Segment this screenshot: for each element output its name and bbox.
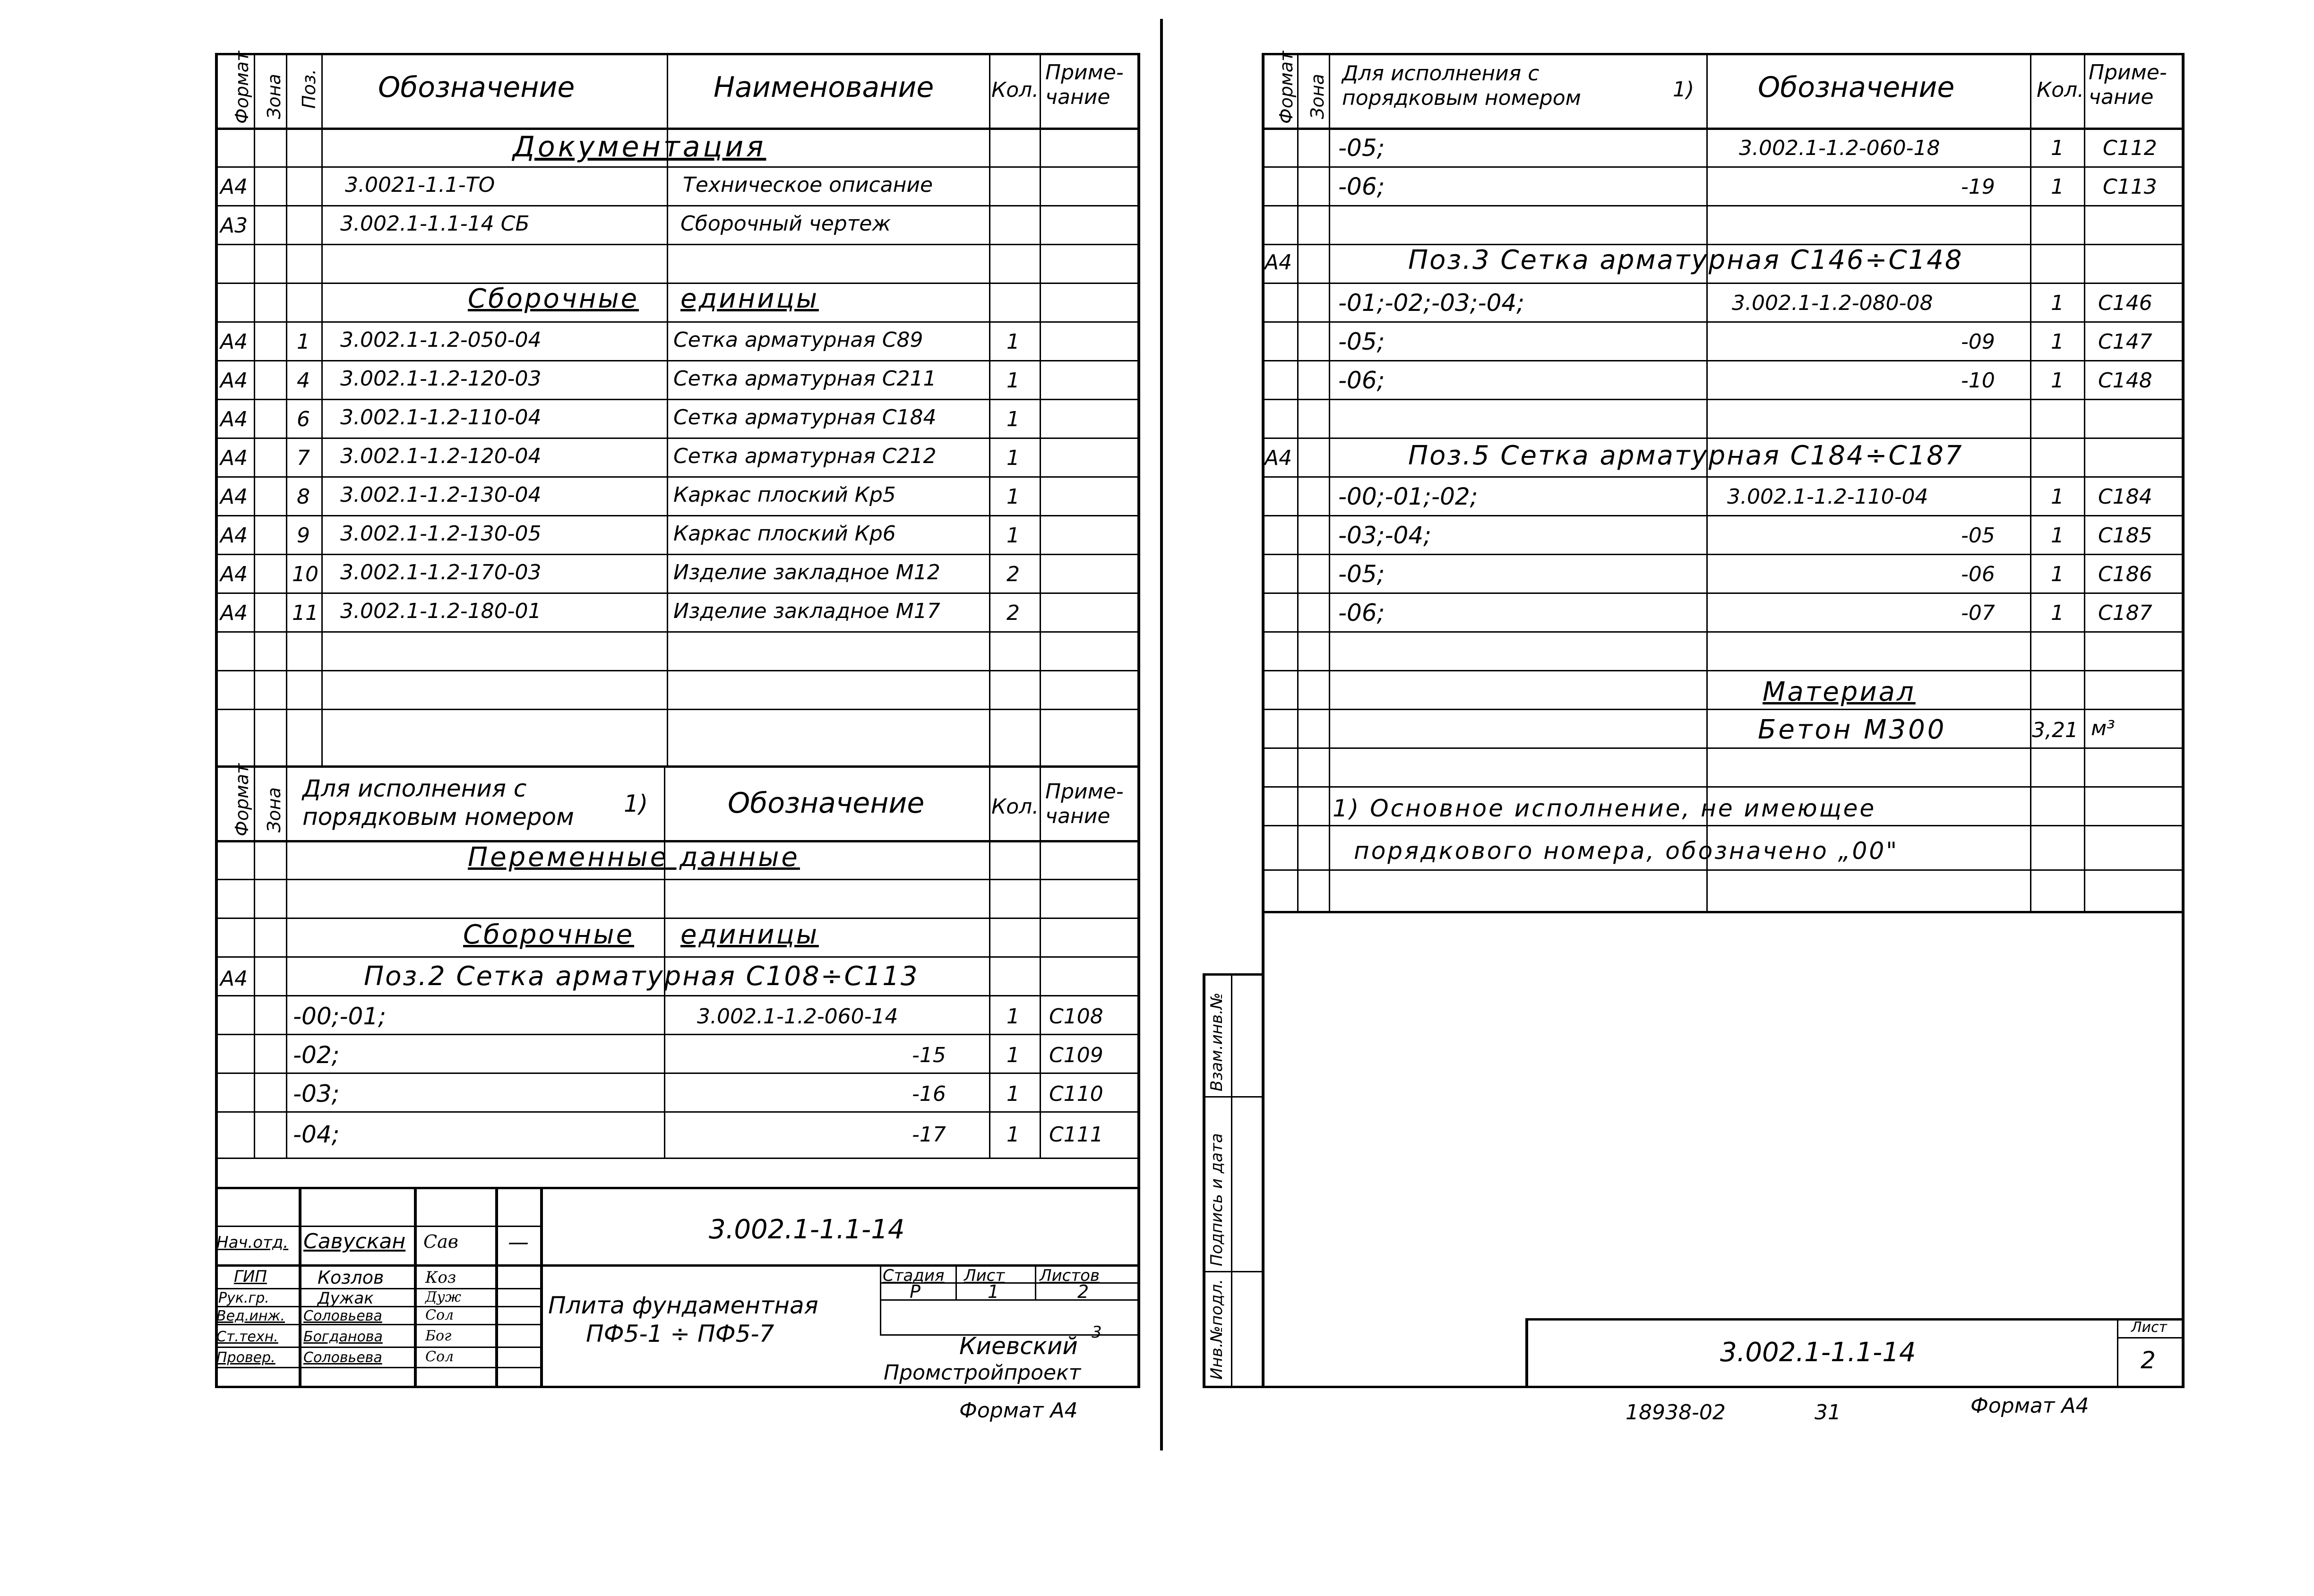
r-row-note: С148 xyxy=(2098,369,2152,393)
tb-org-2: Промстройпроект xyxy=(884,1361,1081,1385)
r-row-exec: -06; xyxy=(1338,367,1385,394)
asm-row-qty: 1 xyxy=(1006,523,1020,548)
r-row-designation: -06 xyxy=(1961,562,1995,586)
r-row-note: С112 xyxy=(2103,136,2157,160)
var-row-qty: 1 xyxy=(1006,1004,1020,1029)
var-header-note-1: Приме- xyxy=(1045,780,1124,804)
r-row-designation: 3.002.1-1.2-110-04 xyxy=(1727,485,1928,509)
pos3-format: A4 xyxy=(1265,250,1292,275)
row-line xyxy=(1262,321,2185,323)
r-title-top xyxy=(1525,1318,2185,1321)
right-format-footer: Формат А4 xyxy=(1970,1394,2089,1418)
asm-row-pos: 9 xyxy=(297,523,310,548)
r-row-qty: 1 xyxy=(2051,291,2064,315)
row-line xyxy=(1262,709,2185,710)
asm-row-name: Изделие закладное М12 xyxy=(673,560,940,584)
doc-row-1-format: A4 xyxy=(220,175,248,199)
asm-row-format: A4 xyxy=(220,485,248,509)
side-stamp-left xyxy=(1203,973,1205,1388)
asm-row-name: Каркас плоский Кр5 xyxy=(673,483,896,507)
asm-row-name: Сетка арматурная С89 xyxy=(673,328,923,352)
material-item: Бетон М300 xyxy=(1758,714,1947,745)
side-stamp-inner xyxy=(1231,973,1232,1388)
asm-row-qty: 1 xyxy=(1006,369,1020,393)
r-sheet-value: 2 xyxy=(2141,1347,2156,1374)
r-row-note: С146 xyxy=(2098,291,2152,315)
r-row-designation: -07 xyxy=(1961,601,1995,625)
r-header-format: Формат xyxy=(1276,51,1297,124)
var-row-designation: -17 xyxy=(912,1123,946,1147)
var-row-exec: -03; xyxy=(293,1080,340,1107)
tb-product-2: ПФ5-1 ÷ ПФ5-7 xyxy=(586,1320,774,1347)
row-line xyxy=(1262,747,2185,749)
r-row-qty: 1 xyxy=(2051,485,2064,509)
r-row-exec: -05; xyxy=(1338,560,1385,588)
asm-row-qty: 1 xyxy=(1006,485,1020,509)
r-row-exec: -01;-02;-03;-04; xyxy=(1338,289,1525,317)
asm-row-designation: 3.002.1-1.2-120-03 xyxy=(340,367,542,391)
header-qty: Кол. xyxy=(991,78,1039,102)
r-header-qty: Кол. xyxy=(2037,78,2084,102)
tb-name-2: Козлов xyxy=(318,1267,384,1288)
tb-name-3: Дужак xyxy=(318,1289,374,1308)
asm-row-format: A4 xyxy=(220,330,248,354)
r-row-note: С187 xyxy=(2098,601,2152,625)
r-header-exec-1: Для исполнения с xyxy=(1342,61,1540,86)
tb-sheet-label: Лист xyxy=(964,1266,1005,1285)
doc-row-2-format: A3 xyxy=(220,214,248,238)
var-row-note: С111 xyxy=(1049,1123,1103,1147)
asm-row-designation: 3.002.1-1.2-110-04 xyxy=(340,405,542,429)
r-header-designation: Обозначение xyxy=(1758,71,1955,104)
tb-org-1: Киевский xyxy=(959,1332,1078,1360)
r-row-exec: -00;-01;-02; xyxy=(1338,483,1478,510)
row-line xyxy=(1262,631,2185,633)
section-assembly-b: единицы xyxy=(680,283,819,314)
tb-signature-3: Дуж xyxy=(425,1289,461,1305)
header-name: Наименование xyxy=(714,71,934,104)
row-line xyxy=(1262,205,2185,206)
material-qty: 3,21 xyxy=(2032,718,2078,742)
var-header-exec-1: Для исполнения с xyxy=(302,775,527,802)
side-label-sign: Подпись и дата xyxy=(1207,1133,1226,1266)
var-row-note: С108 xyxy=(1049,1004,1103,1029)
asm-row-format: A4 xyxy=(220,601,248,625)
row-line xyxy=(1262,515,2185,516)
r-row-designation: -05 xyxy=(1961,523,1995,548)
asm-row-designation: 3.002.1-1.2-130-05 xyxy=(340,522,542,546)
row-line xyxy=(1262,670,2185,671)
asm-row-designation: 3.002.1-1.2-120-04 xyxy=(340,444,542,468)
header-pos: Поз. xyxy=(299,69,319,109)
r-row-qty: 1 xyxy=(2051,369,2064,393)
asm-row-format: A4 xyxy=(220,523,248,548)
var-section-assembly-a: Сборочные xyxy=(463,919,635,950)
asm-row-name: Сетка арматурная С211 xyxy=(673,367,937,391)
var-header-footnote: 1) xyxy=(624,790,648,817)
r-row-exec: -06; xyxy=(1338,173,1385,200)
tb-code: 3.002.1-1.1-14 xyxy=(709,1214,905,1245)
asm-row-pos: 11 xyxy=(292,601,318,625)
tb-signature-1: Сав xyxy=(423,1231,458,1252)
asm-row-pos: 6 xyxy=(297,407,310,431)
row-line xyxy=(1262,283,2185,284)
tb-dash: — xyxy=(508,1230,529,1254)
doc-row-2-designation: 3.002.1-1.1-14 СБ xyxy=(340,212,530,236)
asm-row-pos: 7 xyxy=(297,446,310,470)
header-designation: Обозначение xyxy=(378,71,575,104)
row-line xyxy=(2117,1337,2183,1339)
tb-product-1: Плита фундаментная xyxy=(548,1292,818,1319)
asm-row-name: Изделие закладное М17 xyxy=(673,599,940,623)
r-header-note-2: чание xyxy=(2089,85,2154,109)
r-row-designation: -10 xyxy=(1961,369,1995,393)
header-note-1: Приме- xyxy=(1045,60,1124,85)
var-row-designation: 3.002.1-1.2-060-14 xyxy=(697,1004,898,1029)
asm-row-qty: 2 xyxy=(1006,562,1020,586)
tb-name-1: Савускан xyxy=(303,1229,406,1253)
doc-row-1-name: Техническое описание xyxy=(683,173,933,197)
pos2-format: A4 xyxy=(220,967,248,991)
row-line xyxy=(1262,399,2185,400)
r-row-qty: 1 xyxy=(2051,330,2064,354)
r-header-zone: Зона xyxy=(1307,74,1328,119)
asm-row-qty: 2 xyxy=(1006,601,1020,625)
tb-sheets-value: 2 xyxy=(1077,1281,1089,1302)
pos3-title: Поз.3 Сетка арматурная С146÷С148 xyxy=(1408,245,1963,275)
section-assembly-a: Сборочные xyxy=(468,283,639,314)
asm-row-qty: 1 xyxy=(1006,407,1020,431)
row-line xyxy=(1262,592,2185,594)
tb-name-5: Богданова xyxy=(303,1329,383,1345)
row-line xyxy=(1262,554,2185,555)
right-frame-right xyxy=(2182,53,2185,1388)
asm-row-designation: 3.002.1-1.2-180-01 xyxy=(340,599,542,623)
side-label-replace: Взам.инв.№ xyxy=(1207,992,1226,1091)
var-row-note: С109 xyxy=(1049,1043,1103,1067)
pos5-title: Поз.5 Сетка арматурная С184÷С187 xyxy=(1408,440,1963,471)
section-variable: Переменные данные xyxy=(468,842,800,873)
tb-role-1: Нач.отд. xyxy=(216,1233,289,1252)
r-col-zone xyxy=(1329,53,1330,912)
material-unit: м³ xyxy=(2091,716,2115,740)
row-line xyxy=(1262,825,2185,826)
row-line xyxy=(1262,869,2185,871)
var-row-exec: -02; xyxy=(293,1041,340,1069)
tb-sheet-value: 1 xyxy=(988,1281,999,1302)
asm-row-format: A4 xyxy=(220,407,248,431)
right-frame-bottom xyxy=(1203,1386,2185,1388)
r-row-qty: 1 xyxy=(2051,136,2064,160)
row-line xyxy=(1262,166,2185,168)
r-row-note: С147 xyxy=(2098,330,2152,354)
r-row-qty: 1 xyxy=(2051,175,2064,199)
r-row-note: С185 xyxy=(2098,523,2152,548)
header-note-2: чание xyxy=(1045,85,1110,109)
header-format: Формат xyxy=(232,51,252,124)
r-row-exec: -06; xyxy=(1338,599,1385,626)
r-table-end xyxy=(1262,911,2185,913)
r-row-note: С113 xyxy=(2103,175,2157,199)
r-row-exec: -05; xyxy=(1338,134,1385,162)
tb-name-4: Соловьева xyxy=(303,1308,382,1324)
asm-row-name: Сетка арматурная С184 xyxy=(673,405,937,429)
asm-row-name: Каркас плоский Кр6 xyxy=(673,522,896,546)
left-format-footer: Формат А4 xyxy=(959,1399,1078,1423)
footnote-line-2: порядкового номера, обозначено „00" xyxy=(1354,837,1899,865)
section-documentation: Документация xyxy=(513,130,766,163)
asm-row-qty: 1 xyxy=(1006,330,1020,354)
var-header-zone: Зона xyxy=(264,787,284,832)
var-header-exec-2: порядковым номером xyxy=(302,803,574,831)
archive-page: 31 xyxy=(1815,1400,1841,1424)
r-header-line xyxy=(1262,128,2185,130)
r-row-note: С186 xyxy=(2098,562,2152,586)
var-row-exec: -00;-01; xyxy=(293,1003,387,1030)
r-row-qty: 1 xyxy=(2051,562,2064,586)
asm-row-pos: 1 xyxy=(297,330,310,354)
asm-row-designation: 3.002.1-1.2-130-04 xyxy=(340,483,542,507)
tb-signature-4: Сол xyxy=(425,1307,454,1323)
asm-row-qty: 1 xyxy=(1006,446,1020,470)
tb-signature-6: Сол xyxy=(425,1348,454,1365)
r-row-designation: -19 xyxy=(1961,175,1995,199)
var-row-designation: -16 xyxy=(912,1082,946,1106)
side-stamp-top xyxy=(1203,973,1264,976)
asm-row-format: A4 xyxy=(220,446,248,470)
var-row-qty: 1 xyxy=(1006,1082,1020,1106)
side-label-inv: Инв.№подл. xyxy=(1207,1279,1226,1380)
tb-sheets-label: Листов xyxy=(1040,1266,1100,1285)
tb-stage-value: Р xyxy=(910,1281,920,1302)
asm-row-format: A4 xyxy=(220,369,248,393)
r-col-format xyxy=(1297,53,1299,912)
var-header-note-2: чание xyxy=(1045,804,1110,828)
asm-row-pos: 8 xyxy=(297,485,310,509)
r-row-qty: 1 xyxy=(2051,523,2064,548)
r-sheet-label: Лист xyxy=(2131,1319,2168,1336)
var-row-note: С110 xyxy=(1049,1082,1103,1106)
r-header-footnote: 1) xyxy=(1673,77,1695,102)
var-row-qty: 1 xyxy=(1006,1123,1020,1147)
asm-row-pos: 4 xyxy=(297,369,310,393)
r-col-designation xyxy=(2030,53,2031,912)
tb-stage-label: Стадия xyxy=(883,1266,945,1285)
asm-row-pos: 10 xyxy=(292,562,318,586)
r-title-sheet-col xyxy=(2117,1318,2118,1388)
tb-role-4: Вед.инж. xyxy=(216,1308,285,1324)
tb-role-5: Ст.техн. xyxy=(216,1329,278,1345)
r-col-exec xyxy=(1706,53,1708,912)
archive-number: 18938-02 xyxy=(1626,1400,1726,1424)
r-col-qty xyxy=(2084,53,2085,912)
r-header-exec-2: порядковым номером xyxy=(1342,86,1581,110)
var-row-qty: 1 xyxy=(1006,1043,1020,1067)
row-line xyxy=(1203,1096,1264,1098)
var-header-designation: Обозначение xyxy=(728,787,925,820)
asm-row-designation: 3.002.1-1.2-170-03 xyxy=(340,560,542,584)
row-line xyxy=(1262,360,2185,361)
tb-role-3: Рук.гр. xyxy=(218,1290,269,1306)
doc-row-1-designation: 3.0021-1.1-ТО xyxy=(345,173,495,197)
var-row-designation: -15 xyxy=(912,1043,946,1067)
r-header-note-1: Приме- xyxy=(2089,60,2167,85)
var-section-assembly-b: единицы xyxy=(680,919,819,950)
r-row-exec: -05; xyxy=(1338,328,1385,355)
doc-row-2-name: Сборочный чертеж xyxy=(680,212,891,236)
tb-signature-5: Бог xyxy=(425,1328,452,1344)
tb-name-6: Соловьева xyxy=(303,1349,382,1366)
material-heading: Материал xyxy=(1763,677,1916,707)
asm-row-format: A4 xyxy=(220,562,248,586)
r-row-qty: 1 xyxy=(2051,601,2064,625)
row-line xyxy=(1262,476,2185,478)
tb-role-6: Провер. xyxy=(216,1349,275,1366)
r-title-left xyxy=(1525,1318,1528,1388)
tb-org-sup: 3 xyxy=(1092,1323,1102,1342)
r-row-note: С184 xyxy=(2098,485,2152,509)
var-row-exec: -04; xyxy=(293,1121,340,1148)
var-header-qty: Кол. xyxy=(991,795,1039,819)
asm-row-designation: 3.002.1-1.2-050-04 xyxy=(340,328,542,352)
right-frame-top xyxy=(1262,53,2185,55)
row-line xyxy=(1203,1271,1264,1272)
r-row-designation: 3.002.1-1.2-080-08 xyxy=(1732,291,1933,315)
asm-row-name: Сетка арматурная С212 xyxy=(673,444,937,468)
var-header-format: Формат xyxy=(232,763,252,836)
footnote-line-1: 1) Основное исполнение, не имеющее xyxy=(1333,795,1876,822)
tb-signature-2: Коз xyxy=(425,1268,456,1287)
header-zone: Зона xyxy=(264,74,284,119)
r-row-exec: -03;-04; xyxy=(1338,522,1432,549)
pos5-format: A4 xyxy=(1265,446,1292,470)
tb-role-2: ГИП xyxy=(234,1267,267,1286)
r-row-designation: 3.002.1-1.2-060-18 xyxy=(1739,136,1940,160)
r-row-designation: -09 xyxy=(1961,330,1995,354)
row-line xyxy=(1262,438,2185,439)
r-title-code: 3.002.1-1.1-14 xyxy=(1720,1337,1916,1368)
row-line xyxy=(1262,786,2185,788)
pos2-title: Поз.2 Сетка арматурная С108÷С113 xyxy=(364,961,919,992)
